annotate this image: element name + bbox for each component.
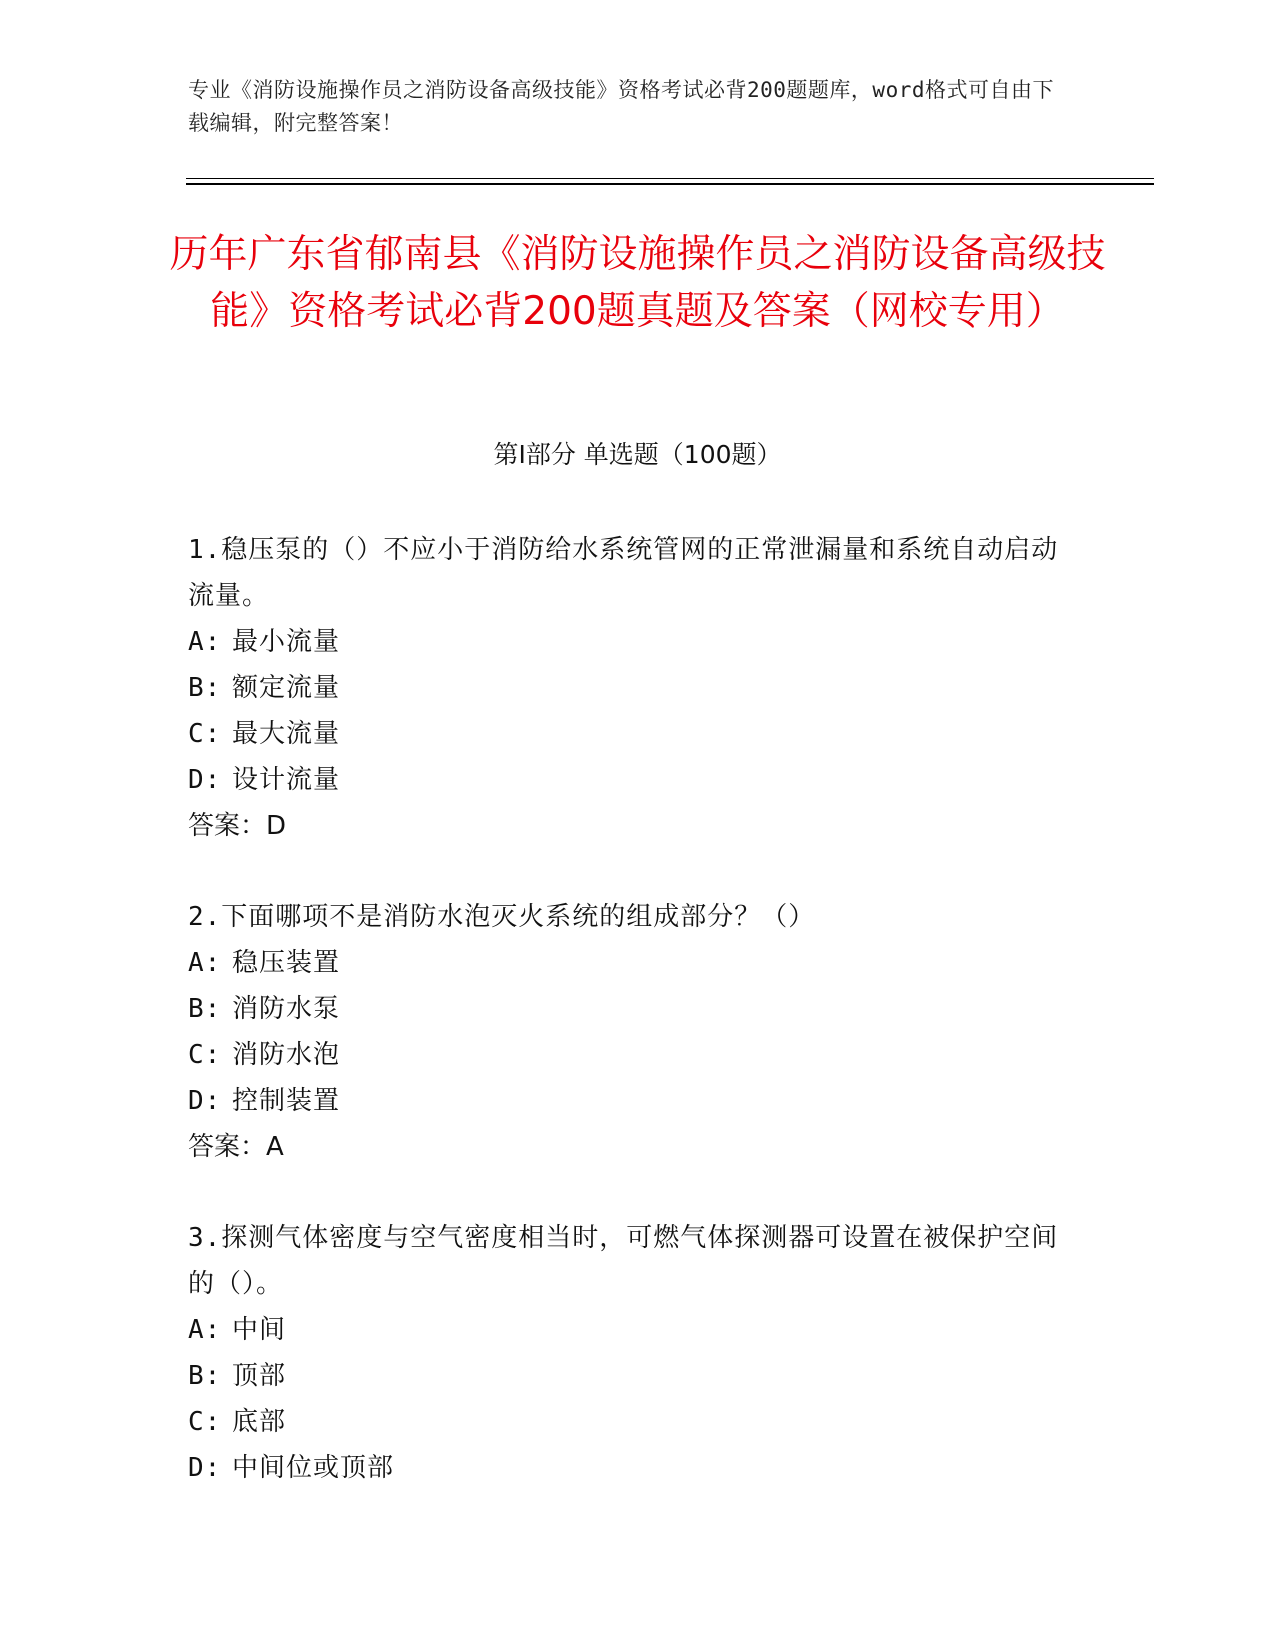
option-key: C: <box>188 1407 222 1437</box>
option-d <box>188 1445 1068 1491</box>
option-d <box>188 1078 1068 1124</box>
option-key: B: <box>188 1361 222 1391</box>
option-text: 中间 <box>232 1315 287 1345</box>
option-key: B: <box>188 673 222 703</box>
option-d <box>188 757 1068 803</box>
option-text: 稳压装置 <box>232 948 341 978</box>
option-key: B: <box>188 994 222 1024</box>
header-note: 专业《消防设施操作员之消防设备高级技能》资格考试必背200题题库，word格式可自由下载编辑，附完整答案！ <box>188 78 1054 135</box>
option-key: D: <box>188 765 222 795</box>
option-key: C: <box>188 719 222 749</box>
option-text: 控制装置 <box>232 1086 341 1116</box>
option-text: 最小流量 <box>232 627 341 657</box>
option-key: C: <box>188 1040 222 1070</box>
option-text: 顶部 <box>232 1361 287 1391</box>
question-spacer <box>188 1170 1068 1215</box>
question-1 <box>188 527 1068 849</box>
answer-label: 答案：D <box>188 811 287 841</box>
question-2 <box>188 894 1068 1170</box>
option-text: 设计流量 <box>232 765 341 795</box>
option-text: 底部 <box>232 1407 287 1437</box>
option-c <box>188 1399 1068 1445</box>
question-list <box>188 527 1068 1491</box>
option-text: 额定流量 <box>232 673 341 703</box>
option-text: 消防水泡 <box>232 1040 341 1070</box>
option-text: 最大流量 <box>232 719 341 749</box>
option-key: A: <box>188 627 222 657</box>
document-title: 历年广东省郁南县《消防设施操作员之消防设备高级技能》资格考试必背200题真题及答案（网校专用） <box>169 232 1106 334</box>
option-text: 中间位或顶部 <box>232 1453 395 1483</box>
option-c <box>188 1032 1068 1078</box>
answer-label: 答案：A <box>188 1132 284 1162</box>
question-stem: 2.下面哪项不是消防水泡灭火系统的组成部分？（） <box>188 902 816 932</box>
option-c <box>188 711 1068 757</box>
option-a <box>188 619 1068 665</box>
option-b <box>188 1353 1068 1399</box>
option-b <box>188 986 1068 1032</box>
header-divider-thin <box>186 178 1154 179</box>
option-a <box>188 1307 1068 1353</box>
question-spacer <box>188 849 1068 894</box>
question-stem: 3.探测气体密度与空气密度相当时，可燃气体探测器可设置在被保护空间的（）。 <box>188 1223 1059 1299</box>
option-key: D: <box>188 1086 222 1116</box>
header-divider-thick <box>186 183 1154 185</box>
question-3 <box>188 1215 1068 1491</box>
question-stem: 1.稳压泵的（）不应小于消防给水系统管网的正常泄漏量和系统自动启动流量。 <box>188 535 1059 611</box>
option-a <box>188 940 1068 986</box>
section-title: 第Ⅰ部分 单选题（100题） <box>493 440 782 469</box>
option-key: A: <box>188 948 222 978</box>
option-b <box>188 665 1068 711</box>
option-key: A: <box>188 1315 222 1345</box>
option-text: 消防水泵 <box>232 994 341 1024</box>
option-key: D: <box>188 1453 222 1483</box>
